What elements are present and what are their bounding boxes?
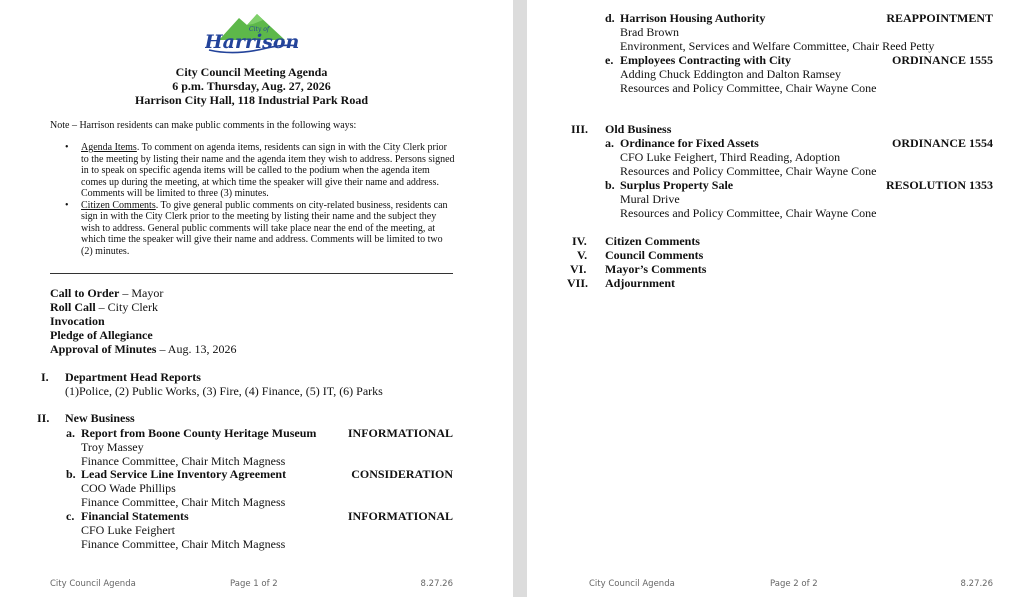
footer-date: 8.27.26 (420, 579, 453, 589)
item-title: Financial Statements (81, 509, 189, 523)
citizen-comments-text: . To give general public comments on city-related business, residents can sign in with the City Clerk prior to the meeting by listing their name and the subject they wish to address. General public comments will take place near the end of the meeting, at which time the speaker will give their name and address. Comments will be limited to two (2) minutes. (81, 199, 448, 257)
bullet-glyph: • (65, 199, 69, 211)
section-number: VI. (570, 262, 587, 276)
item-line: Environment, Services and Welfare Committee, Chair Reed Petty (620, 39, 935, 53)
agenda-page-2 (527, 0, 1024, 597)
citizen-comments-label: Citizen Comments (81, 199, 156, 211)
item-line: Adding Chuck Eddington and Dalton Ramsey (620, 67, 841, 81)
item-tag: ORDINANCE 1555 (891, 53, 993, 67)
item-title: Ordinance for Fixed Assets (620, 136, 759, 150)
section-text: (1)Police, (2) Public Works, (3) Fire, (4) Finance, (5) IT, (6) Parks (65, 384, 383, 398)
logo-small-text: City of (249, 26, 270, 33)
opening-pledge: Pledge of Allegiance (50, 328, 153, 342)
item-line: Finance Committee, Chair Mitch Magness (81, 454, 286, 468)
section-number: I. (41, 370, 49, 384)
item-title: Report from Boone County Heritage Museum (81, 426, 317, 440)
section-title: Old Business (605, 122, 672, 136)
item-letter: a. (605, 136, 614, 150)
agenda-items-label: Agenda Items (81, 142, 137, 153)
page-gutter (513, 0, 527, 597)
item-line: Resources and Policy Committee, Chair Wayne Cone (620, 164, 877, 178)
footer-label: City Council Agenda (589, 579, 675, 589)
item-letter: d. (605, 11, 615, 25)
meeting-location: Harrison City Hall, 118 Industrial Park Road (134, 93, 369, 107)
item-letter: b. (66, 467, 76, 481)
item-line: CFO Luke Feighert, Third Reading, Adoption (620, 150, 841, 164)
item-letter: a. (66, 426, 75, 440)
comment-note-intro: Note – Harrison residents can make public comments in the following ways: (50, 120, 357, 131)
item-line: Finance Committee, Chair Mitch Magness (81, 537, 286, 551)
section-title: New Business (65, 411, 135, 425)
item-line: Finance Committee, Chair Mitch Magness (81, 495, 286, 509)
item-tag: ORDINANCE 1554 (891, 136, 993, 150)
logo-name-text: Harrison (205, 31, 300, 53)
item-line: Troy Massey (81, 440, 144, 454)
divider (50, 273, 453, 274)
footer-page-number: Page 2 of 2 (770, 579, 818, 589)
item-line: COO Wade Phillips (81, 481, 176, 495)
item-tag: CONSIDERATION (351, 467, 453, 481)
section-title: Mayor’s Comments (605, 262, 707, 276)
footer-page-number: Page 1 of 2 (230, 579, 278, 589)
item-tag: INFORMATIONAL (347, 426, 453, 440)
footer-label: City Council Agenda (50, 579, 136, 589)
item-tag: REAPPOINTMENT (886, 11, 993, 25)
item-letter: e. (605, 53, 614, 67)
item-title: Employees Contracting with City (620, 53, 791, 67)
meeting-datetime: 6 p.m. Thursday, Aug. 27, 2026 (172, 79, 331, 93)
agenda-items-text: . To comment on agenda items, residents can sign in with the City Clerk prior to the meeting by listing their name and the agenda item they wish to address. Persons signed in to speak on specific agenda items will be called to the podium when the agenda item comes up during the meeting, at which time the speaker will give their name and address. Comments will be limited to three (3) minutes. (81, 142, 455, 199)
item-line: CFO Luke Feighert (81, 523, 175, 537)
opening-invocation: Invocation (50, 314, 105, 328)
city-logo (205, 10, 300, 58)
opening-roll-call: Roll Call – City Clerk (50, 300, 159, 314)
section-title: Council Comments (605, 248, 704, 262)
item-line: Resources and Policy Committee, Chair Wayne Cone (620, 81, 877, 95)
item-line: Brad Brown (620, 25, 679, 39)
section-title: Department Head Reports (65, 370, 201, 384)
agenda-title: City Council Meeting Agenda (175, 65, 328, 79)
item-line: Mural Drive (620, 192, 680, 206)
section-number: VII. (567, 276, 589, 290)
footer-date: 8.27.26 (960, 579, 993, 589)
section-number: IV. (572, 234, 587, 248)
opening-approval-minutes: Approval of Minutes – Aug. 13, 2026 (50, 342, 237, 356)
item-letter: b. (605, 178, 615, 192)
item-letter: c. (66, 509, 75, 523)
section-number: V. (577, 248, 588, 262)
item-title: Harrison Housing Authority (620, 11, 766, 25)
section-number: III. (571, 122, 589, 136)
opening-call-to-order: Call to Order – Mayor (50, 286, 164, 300)
section-title: Citizen Comments (605, 234, 700, 248)
comment-methods-list (64, 142, 456, 257)
list-item (64, 142, 456, 200)
item-line: Resources and Policy Committee, Chair Wayne Cone (620, 206, 877, 220)
item-tag: RESOLUTION 1353 (885, 178, 993, 192)
item-tag: INFORMATIONAL (347, 509, 453, 523)
item-title: Lead Service Line Inventory Agreement (81, 467, 287, 481)
list-item (64, 200, 456, 258)
section-number: II. (37, 411, 50, 425)
bullet-glyph: • (65, 142, 69, 153)
item-title: Surplus Property Sale (620, 178, 734, 192)
section-title: Adjournment (605, 276, 676, 290)
